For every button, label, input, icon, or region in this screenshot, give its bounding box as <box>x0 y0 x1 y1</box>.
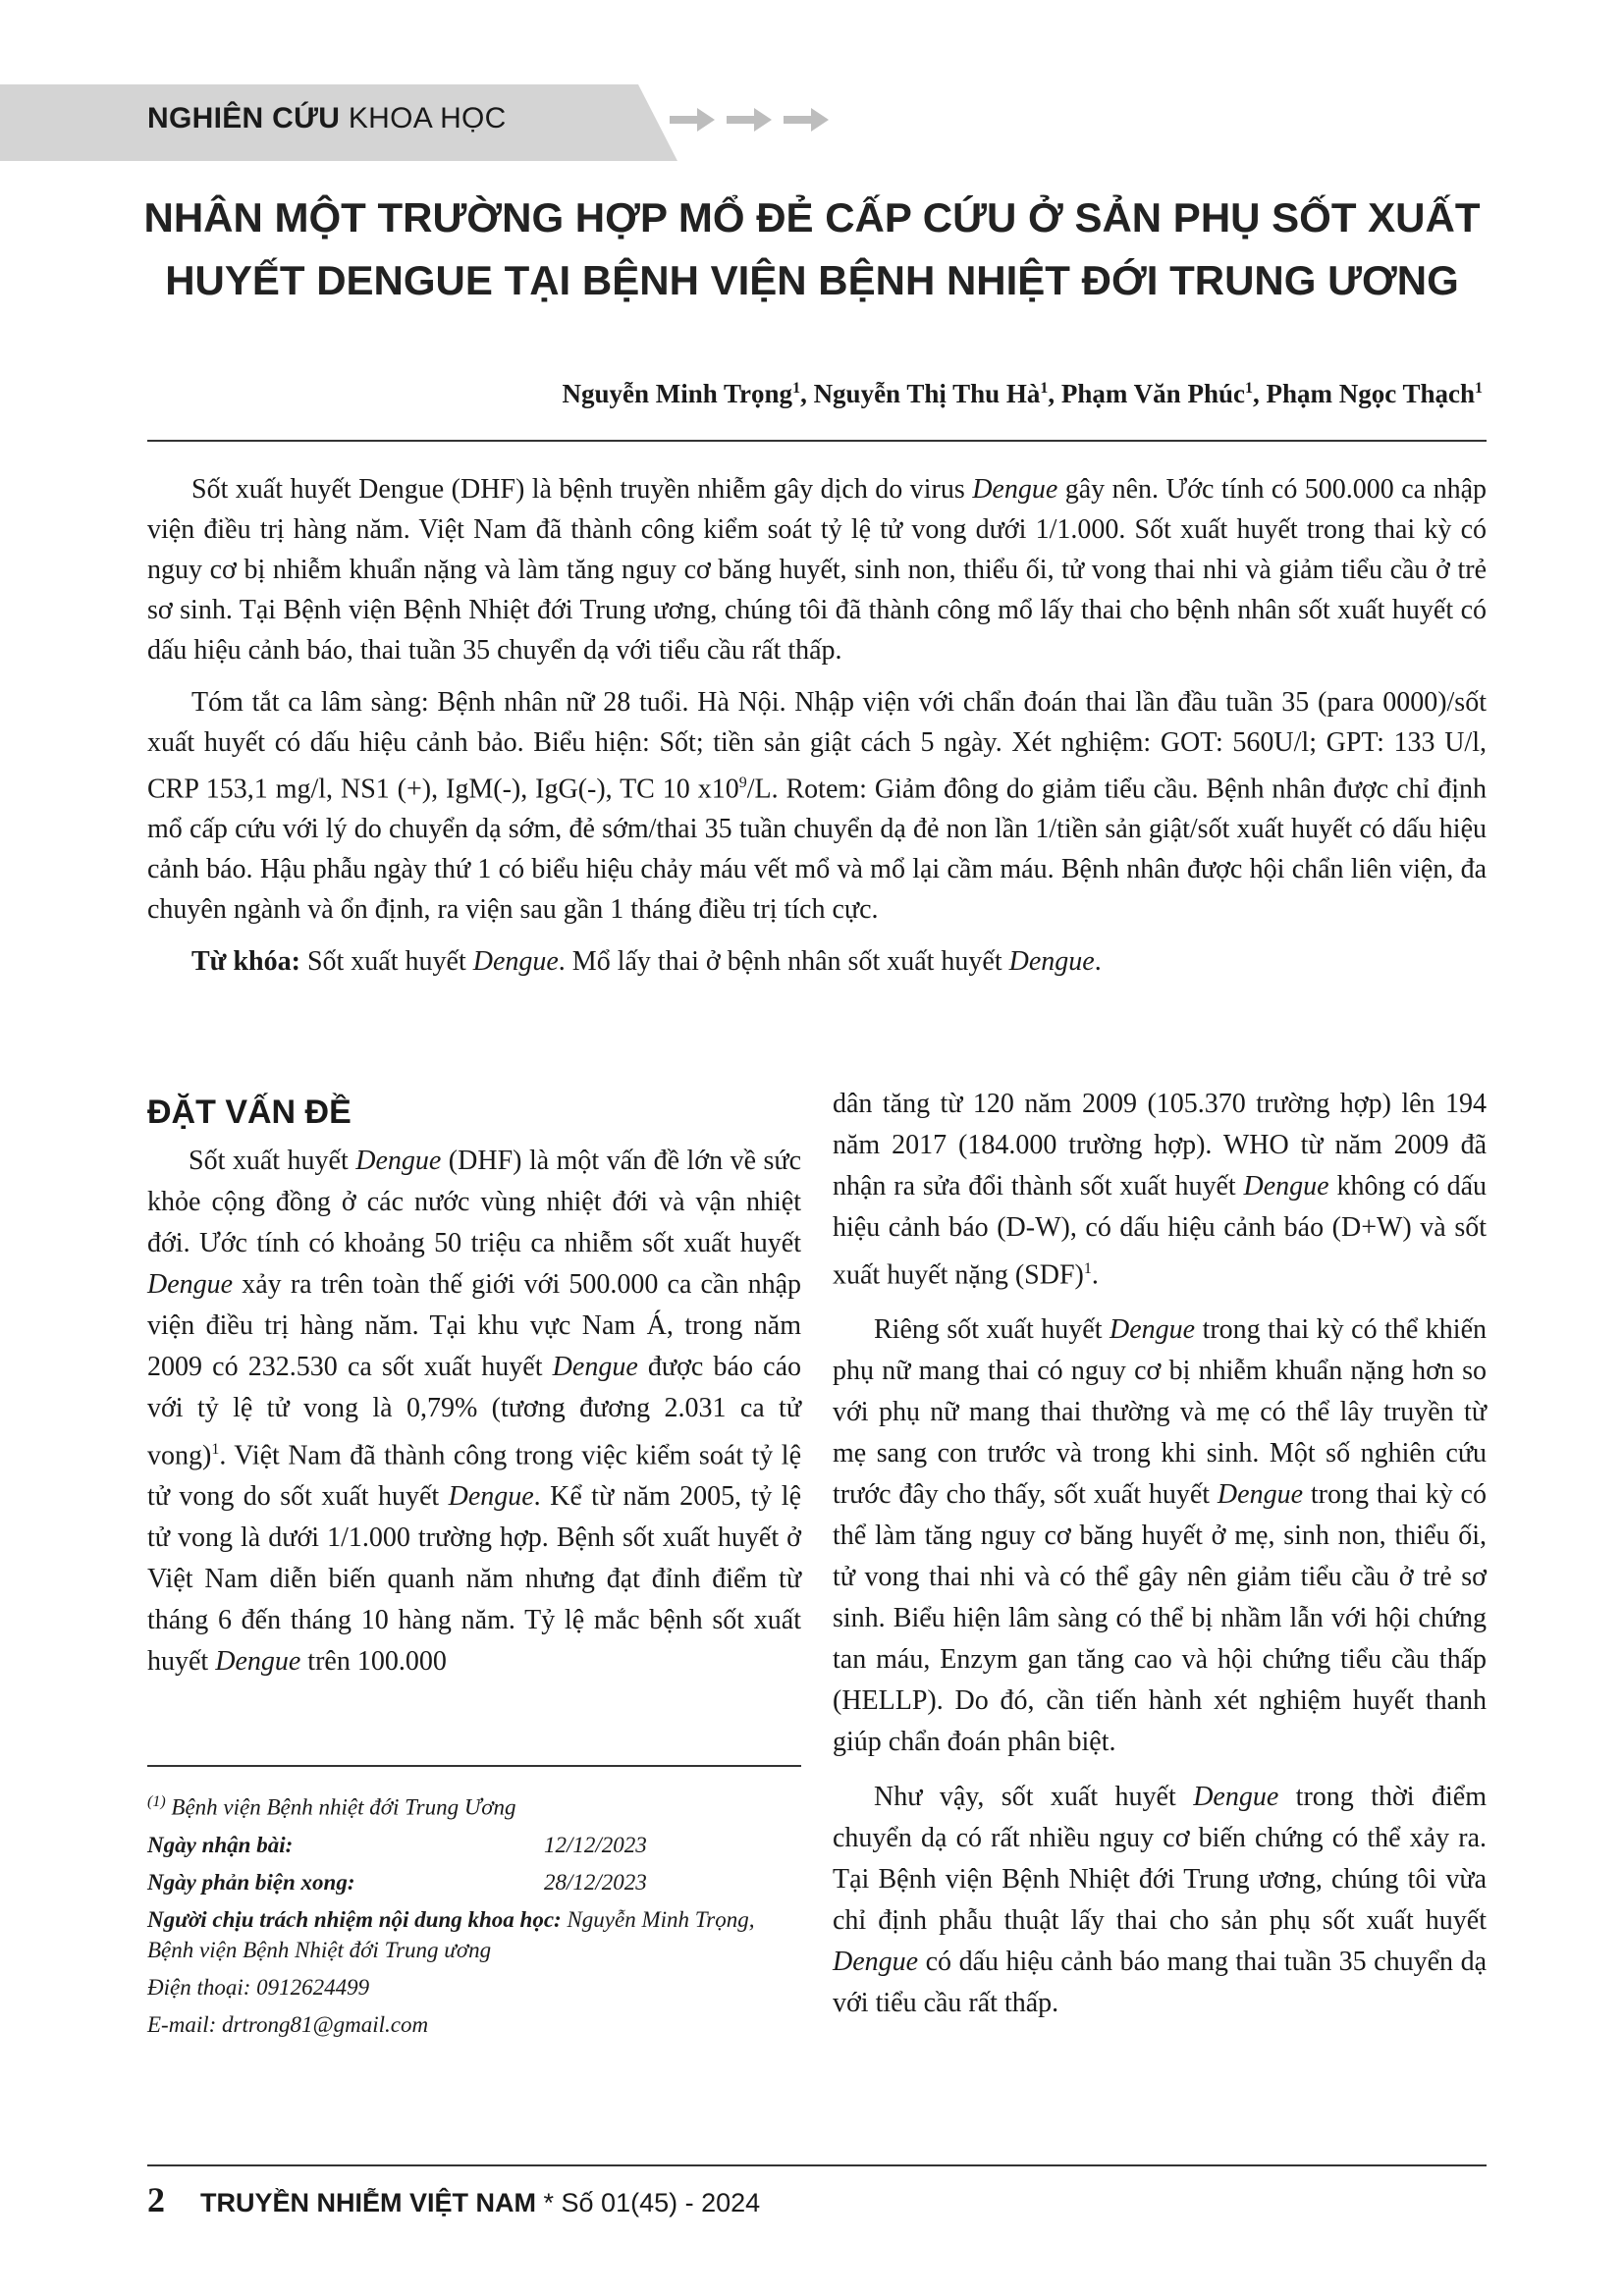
author-name: Phạm Ngọc Thạch <box>1266 379 1475 408</box>
footnote-affiliation: $^{(1)}$ Bệnh viện Bệnh nhiệt đới Trung Ương <box>147 1793 516 1820</box>
authors <box>563 379 1484 409</box>
section-label-rest: KHOA HỌC <box>348 102 507 134</box>
footnote-reviewed: Ngày phản biện xong: 28/12/2023 <box>147 1869 647 1895</box>
author-name: Nguyễn Thị Thu Hà <box>813 379 1041 408</box>
keywords: Từ khóa: Sốt xuất huyết Dengue. Mổ lấy thai ở bệnh nhân sốt xuất huyết Dengue. <box>191 946 1102 978</box>
body-paragraph: Như vậy, sốt xuất huyết Dengue trong thời điểm chuyển dạ có rất nhiều nguy cơ biến chứng có thể xảy ra. Tại Bệnh viện Bệnh Nhiệt đới Trung ương, chúng tôi vừa chỉ định phẫu thuật lấy thai cho sản phụ sốt xuất huyết Dengue có dấu hiệu cảnh báo mang thai tuần 35 chuyển dạ với tiểu cầu rất thấp. <box>833 1782 1487 2019</box>
abstract <box>147 469 1487 993</box>
page-footer <box>147 2179 760 2220</box>
footnote-received: Ngày nhận bài: 12/12/2023 <box>147 1832 647 1857</box>
body-paragraph: dân tăng từ 120 năm 2009 (105.370 trường hợp) lên 194 năm 2017 (184.000 trường hợp). WHO từ năm 2009 đã nhận ra sửa đổi thành sốt xuất huyết Dengue không có dấu hiệu cảnh báo (D-W), có dấu hiệu cảnh báo (D+W) và sốt xuất huyết nặng (SDF)$^1$. <box>833 1089 1488 1291</box>
author-name: Nguyễn Minh Trọng <box>562 379 793 408</box>
author-affiliation: 1 <box>1244 380 1253 397</box>
page-number: 2 <box>147 2180 165 2219</box>
footnote-phone: Điện thoại: 0912624499 <box>147 1974 370 2000</box>
bottom-divider <box>147 2164 1487 2166</box>
left-column <box>147 1090 801 1696</box>
author-name: Phạm Văn Phúc <box>1060 379 1245 408</box>
article-title <box>137 187 1487 312</box>
keywords-label: Từ khóa: <box>191 946 300 978</box>
footer-separator: * <box>536 2188 562 2217</box>
right-column <box>833 1084 1487 2038</box>
journal-name: TRUYỀN NHIỄM VIỆT NAM <box>200 2188 537 2217</box>
abstract-paragraph: Sốt xuất huyết Dengue (DHF) là bệnh truyền nhiễm gây dịch do virus Dengue gây nên. Ước tính có 500.000 ca nhập viện điều trị hàng năm. Việt Nam đã thành công kiểm soát tỷ lệ tử vong dưới 1/1.000. Sốt xuất huyết trong thai kỳ có nguy cơ bị nhiễm khuẩn nặng và làm tăng nguy cơ băng huyết, sinh non, thiểu ối, tử vong thai nhi và giảm tiểu cầu ở trẻ sơ sinh. Tại Bệnh viện Bệnh Nhiệt đới Trung ương, chúng tôi đã thành công mổ lấy thai cho bệnh nhân sốt xuất huyết có dấu hiệu cảnh báo, thai tuần 35 chuyển dạ với tiểu cầu rất thấp. <box>147 474 1487 666</box>
top-divider <box>147 440 1487 442</box>
footnote-email: E-mail: drtrong81@gmail.com <box>147 2011 429 2037</box>
author-affiliation: 1 <box>792 380 801 397</box>
author-separator: , <box>1252 379 1267 408</box>
body-paragraph: Riêng sốt xuất huyết Dengue trong thai kỳ có thể khiến phụ nữ mang thai có nguy cơ bị nhiễm khuẩn nặng hơn so với phụ nữ mang thai thường và mẹ có thể lây truyền từ mẹ sang con trước và trong khi sinh. Một số nghiên cứu trước đây cho thấy, sốt xuất huyết Dengue trong thai kỳ có thể làm tăng nguy cơ băng huyết ở mẹ, sinh non, thiểu ối, tử vong thai nhi và có thể gây nên giảm tiểu cầu ở trẻ sơ sinh. Biểu hiện lâm sàng có thể bị nhầm lẫn với hội chứng tan máu, Enzym gan tăng cao và hội chứng tiểu cầu thấp (HELLP). Do đó, cần tiến hành xét nghiệm huyết thanh giúp chẩn đoán phân biệt. <box>833 1314 1487 1758</box>
arrows-decoration-icon <box>670 104 837 135</box>
footnote-responsible: Người chịu trách nhiệm nội dung khoa học: Nguyễn Minh Trọng, Bệnh viện Bệnh Nhiệt đới Trung ương <box>147 1906 755 1962</box>
author-separator: , <box>1048 379 1061 408</box>
footnotes <box>147 1787 801 2047</box>
author-affiliation: 1 <box>1475 380 1483 397</box>
author-separator: , <box>800 379 814 408</box>
title-line-2: HUYẾT DENGUE TẠI BỆNH VIỆN BỆNH NHIỆT ĐỚI TRUNG ƯƠNG <box>165 257 1459 303</box>
journal-issue: Số 01(45) - 2024 <box>561 2188 761 2217</box>
body-paragraph: Sốt xuất huyết Dengue (DHF) là một vấn đề lớn về sức khỏe cộng đồng ở các nước vùng nhiệt đới và vận nhiệt đới. Ước tính có khoảng 50 triệu ca nhiễm sốt xuất huyết Dengue xảy ra trên toàn thế giới với 500.000 ca cần nhập viện điều trị hàng năm. Tại khu vực Nam Á, trong năm 2009 có 232.530 ca sốt xuất huyết Dengue được báo cáo với tỷ lệ tử vong là 0,79% (tương đương 2.031 ca tử vong)$^1$. Việt Nam đã thành công trong việc kiểm soát tỷ lệ tử vong do sốt xuất huyết Dengue. Kể từ năm 2005, tỷ lệ tử vong là dưới 1/1.000 trường hợp. Bệnh sốt xuất huyết ở Việt Nam diễn biến quanh năm nhưng đạt đỉnh điểm từ tháng 6 đến tháng 10 hàng năm. Tỷ lệ mắc bệnh sốt xuất huyết Dengue trên 100.000 <box>147 1146 802 1678</box>
section-label-bold: NGHIÊN CỨU <box>147 102 341 134</box>
author-affiliation: 1 <box>1040 380 1049 397</box>
title-line-1: NHÂN MỘT TRƯỜNG HỢP MỔ ĐẺ CẤP CỨU Ở SẢN PHỤ SỐT XUẤT <box>143 194 1481 240</box>
section-label <box>147 102 507 135</box>
footnote-divider <box>147 1765 801 1767</box>
abstract-case-summary: Tóm tắt ca lâm sàng: Bệnh nhân nữ 28 tuổi. Hà Nội. Nhập viện với chẩn đoán thai lần đầu tuần 35 (para 0000)/sốt xuất huyết có dấu hiệu cảnh bảo. Biểu hiện: Sốt; tiền sản giật cách 5 ngày. Xét nghiệm: GOT: 560U/l; GPT: 133 U/l, CRP 153,1 mg/l, NS1 (+), IgM(-), IgG(-), TC 10 $x10^9/L$. Rotem: Giảm đông do giảm tiểu cầu. Bệnh nhân được chỉ định mổ cấp cứu với lý do chuyển dạ sớm, đẻ sớm/thai 35 tuần chuyển dạ đẻ non lần 1/tiền sản giật/sốt xuất huyết có dấu hiệu cảnh báo. Hậu phẫu ngày thứ 1 có biểu hiệu chảy máu vết mổ và mổ lại cầm máu. Bệnh nhân được hội chẩn liên viện, đa chuyên ngành và ổn định, ra viện sau gần 1 tháng điều trị tích cực. <box>147 687 1487 926</box>
section-heading: ĐẶT VẤN ĐỀ <box>147 1094 352 1131</box>
